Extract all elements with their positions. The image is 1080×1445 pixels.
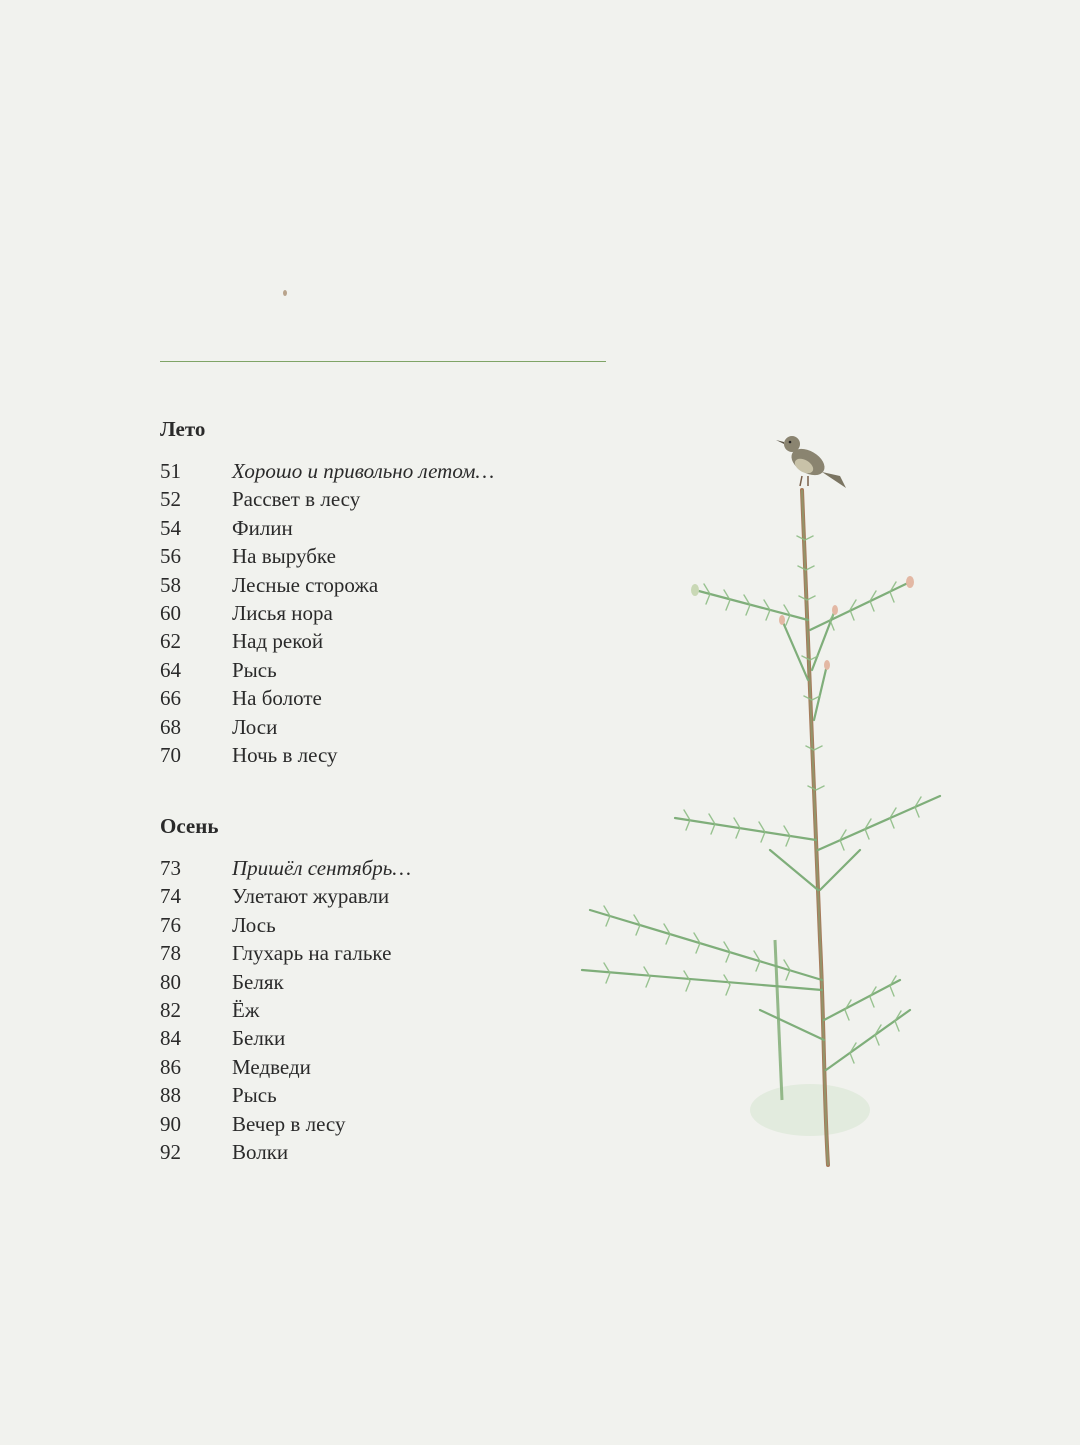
toc-page-number: 92	[160, 1139, 181, 1164]
toc-entry	[160, 741, 620, 769]
toc-entry-title: Лоси	[232, 714, 278, 739]
toc-entry	[160, 1024, 620, 1052]
toc-page-number: 66	[160, 686, 181, 711]
toc-entry-title: Лесные сторожа	[232, 572, 379, 597]
toc-page-number: 60	[160, 600, 181, 625]
section-title: Лето	[160, 417, 206, 441]
toc-page-number: 62	[160, 629, 181, 654]
toc-section-autumn	[160, 812, 620, 1166]
toc-entry-title: На вырубке	[232, 544, 336, 569]
toc-entry-title: Лось	[232, 912, 276, 937]
toc-page-number: 76	[160, 912, 181, 937]
toc-entry	[160, 514, 620, 542]
toc-entry-title: Волки	[232, 1139, 289, 1164]
toc-entry-title: Рысь	[232, 1083, 277, 1108]
toc-entry	[160, 684, 620, 712]
toc-page-number: 90	[160, 1111, 181, 1136]
toc-entry	[160, 571, 620, 599]
toc-entry	[160, 627, 620, 655]
toc-entry	[160, 1053, 620, 1081]
toc-entry	[160, 599, 620, 627]
toc-entry-title: Ёж	[232, 997, 260, 1022]
toc-entry	[160, 1138, 620, 1166]
toc-page-number: 88	[160, 1083, 181, 1108]
toc-entry-title: Вечер в лесу	[232, 1111, 346, 1136]
toc-entry-title: На болоте	[232, 686, 322, 711]
toc-entry	[160, 656, 620, 684]
toc-entry	[160, 854, 620, 882]
toc-entry-title: Пришёл сентябрь…	[232, 856, 412, 880]
toc-entry-title: Глухарь на гальке	[232, 941, 392, 966]
toc-entry-title: Рассвет в лесу	[232, 487, 361, 512]
toc-entry	[160, 542, 620, 570]
section-title: Осень	[160, 814, 219, 838]
toc-entry	[160, 996, 620, 1024]
toc-entry-title: Хорошо и привольно летом…	[232, 459, 495, 483]
toc-page-number: 78	[160, 941, 181, 966]
toc-section-summer	[160, 415, 620, 769]
toc-list	[160, 854, 620, 1166]
section-divider	[160, 361, 606, 362]
toc-entry-title: Улетают журавли	[232, 884, 390, 909]
toc-page-number: 56	[160, 544, 181, 569]
toc-page-number: 86	[160, 1054, 181, 1079]
toc-page-number: 68	[160, 714, 181, 739]
paper-speck	[283, 290, 287, 296]
toc-entry-title: Филин	[232, 515, 293, 540]
toc-page-number: 73	[160, 856, 181, 880]
toc-entry	[160, 1081, 620, 1109]
toc-entry	[160, 1110, 620, 1138]
toc-entry-title: Беляк	[232, 969, 284, 994]
toc-entry-title: Лисья нора	[232, 600, 333, 625]
toc-entry-title: Медведи	[232, 1054, 311, 1079]
bird-icon	[776, 436, 846, 488]
toc-entry	[160, 713, 620, 741]
toc-page-number: 64	[160, 657, 181, 682]
spruce-sapling-with-bird-icon	[570, 420, 970, 1180]
toc-entry	[160, 485, 620, 513]
toc-page-number: 58	[160, 572, 181, 597]
toc-page-number: 52	[160, 487, 181, 512]
toc-page-number: 80	[160, 969, 181, 994]
toc-entry-title: Ночь в лесу	[232, 742, 338, 767]
toc-entry	[160, 457, 620, 485]
toc-page-number: 74	[160, 884, 181, 909]
toc-entry	[160, 911, 620, 939]
toc-entry-title: Белки	[232, 1026, 286, 1051]
toc-entry-title: Над рекой	[232, 629, 324, 654]
toc-entry-title: Рысь	[232, 657, 277, 682]
toc-page-number: 82	[160, 997, 181, 1022]
toc-page-number: 84	[160, 1026, 181, 1051]
toc-entry	[160, 939, 620, 967]
toc-list	[160, 457, 620, 769]
toc-page-number: 70	[160, 742, 181, 767]
toc-entry	[160, 968, 620, 996]
toc-page-number: 54	[160, 515, 181, 540]
toc-entry	[160, 882, 620, 910]
toc-page-number: 51	[160, 459, 181, 483]
